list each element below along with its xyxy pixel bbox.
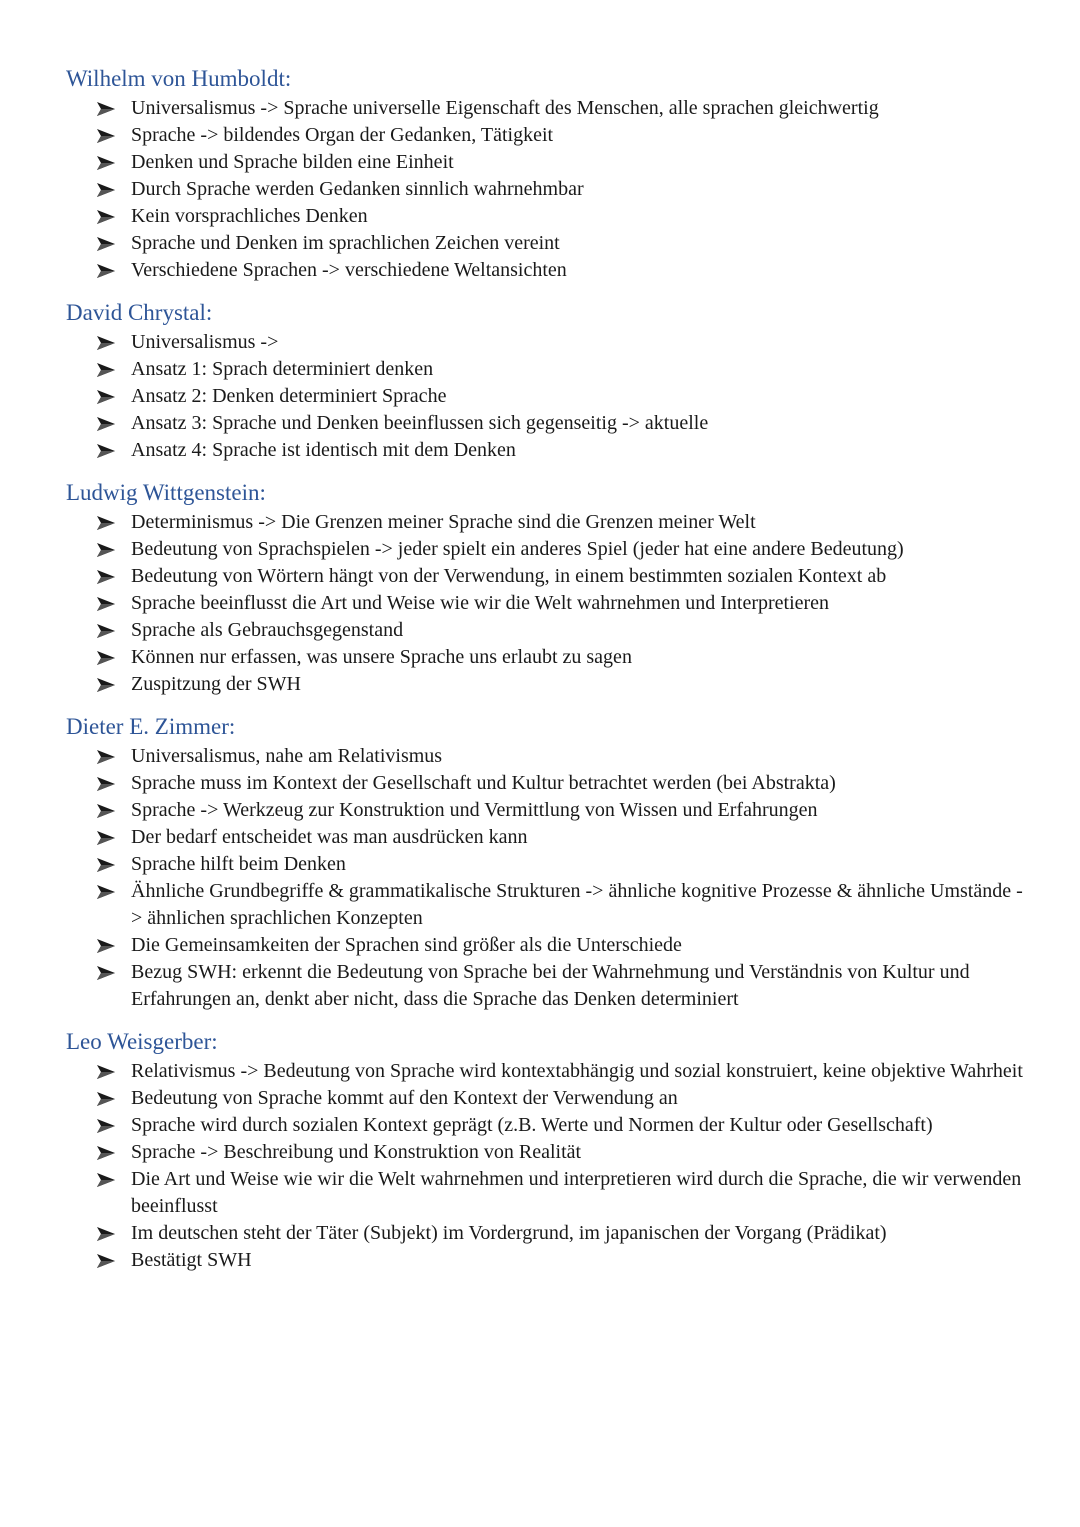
list-item-text: Ansatz 1: Sprach determiniert denken: [131, 358, 434, 380]
bullet-list: [66, 95, 1026, 284]
list-item: [66, 797, 1026, 824]
bullet-list: [66, 743, 1026, 1013]
list-item-text: Kein vorsprachliches Denken: [131, 205, 368, 227]
section-chrystal: [66, 298, 1026, 464]
list-item-text: Denken und Sprache bilden eine Einheit: [131, 151, 454, 173]
list-item: [66, 149, 1026, 176]
arrowhead-bullet-icon: [96, 95, 118, 122]
arrowhead-bullet-icon: [96, 509, 118, 536]
section-heading: Dieter E. Zimmer:: [66, 714, 236, 739]
arrowhead-bullet-icon: [96, 644, 118, 671]
arrowhead-bullet-icon: [96, 257, 118, 284]
bullet-list: [66, 1058, 1026, 1274]
list-item-text: Ansatz 4: Sprache ist identisch mit dem Denken: [131, 439, 516, 461]
list-item: [66, 1247, 1026, 1274]
list-item-text: Sprache wird durch sozialen Kontext geprägt (z.B. Werte und Normen der Kultur oder Gesellschaft): [131, 1114, 933, 1136]
arrowhead-bullet-icon: [96, 356, 118, 383]
list-item: [66, 932, 1026, 959]
arrowhead-bullet-icon: [96, 671, 118, 698]
section-weisgerber: [66, 1027, 1026, 1274]
arrowhead-bullet-icon: [96, 1166, 118, 1193]
arrowhead-bullet-icon: [96, 743, 118, 770]
list-item: [66, 95, 1026, 122]
arrowhead-bullet-icon: [96, 122, 118, 149]
list-item-text: Zuspitzung der SWH: [131, 673, 301, 695]
list-item-text: Sprache muss im Kontext der Gesellschaft und Kultur betrachtet werden (bei Abstrakta): [131, 772, 836, 794]
list-item: [66, 563, 1026, 590]
list-item-text: Die Art und Weise wie wir die Welt wahrnehmen und interpretieren wird durch die Sprache, die wir verwenden beeinflusst: [131, 1168, 1022, 1217]
arrowhead-bullet-icon: [96, 1139, 118, 1166]
section-wittgenstein: [66, 478, 1026, 698]
list-item-text: Sprache beeinflusst die Art und Weise wie wir die Welt wahrnehmen und Interpretieren: [131, 592, 830, 614]
arrowhead-bullet-icon: [96, 1247, 118, 1274]
list-item-text: Sprache und Denken im sprachlichen Zeichen vereint: [131, 232, 560, 254]
arrowhead-bullet-icon: [96, 563, 118, 590]
list-item-text: Die Gemeinsamkeiten der Sprachen sind größer als die Unterschiede: [131, 934, 682, 956]
list-item-text: Ansatz 3: Sprache und Denken beeinflussen sich gegenseitig -> aktuelle: [131, 412, 709, 434]
list-item: [66, 257, 1026, 284]
list-item: [66, 203, 1026, 230]
section-heading: Leo Weisgerber:: [66, 1029, 218, 1054]
list-item: [66, 824, 1026, 851]
arrowhead-bullet-icon: [96, 230, 118, 257]
list-item: [66, 410, 1026, 437]
list-item: [66, 536, 1026, 563]
list-item: [66, 1220, 1026, 1247]
bullet-list: [66, 329, 1026, 464]
list-item-text: Relativismus -> Bedeutung von Sprache wird kontextabhängig und sozial konstruiert, keine objektive Wahrheit: [131, 1060, 1023, 1082]
list-item: [66, 1058, 1026, 1085]
list-item-text: Bestätigt SWH: [131, 1249, 252, 1271]
list-item: [66, 437, 1026, 464]
arrowhead-bullet-icon: [96, 824, 118, 851]
arrowhead-bullet-icon: [96, 878, 118, 905]
section-heading: Wilhelm von Humboldt:: [66, 66, 292, 91]
arrowhead-bullet-icon: [96, 1112, 118, 1139]
arrowhead-bullet-icon: [96, 1085, 118, 1112]
arrowhead-bullet-icon: [96, 536, 118, 563]
list-item: [66, 959, 1026, 1013]
list-item: [66, 122, 1026, 149]
arrowhead-bullet-icon: [96, 851, 118, 878]
list-item-text: Bedeutung von Sprache kommt auf den Kontext der Verwendung an: [131, 1087, 678, 1109]
arrowhead-bullet-icon: [96, 203, 118, 230]
list-item: [66, 329, 1026, 356]
arrowhead-bullet-icon: [96, 617, 118, 644]
list-item-text: Ansatz 2: Denken determiniert Sprache: [131, 385, 447, 407]
list-item-text: Sprache -> Beschreibung und Konstruktion von Realität: [131, 1141, 582, 1163]
list-item: [66, 770, 1026, 797]
bullet-list: [66, 509, 1026, 698]
list-item: [66, 851, 1026, 878]
list-item-text: Können nur erfassen, was unsere Sprache uns erlaubt zu sagen: [131, 646, 632, 668]
list-item: [66, 671, 1026, 698]
list-item-text: Sprache hilft beim Denken: [131, 853, 346, 875]
list-item: [66, 356, 1026, 383]
arrowhead-bullet-icon: [96, 383, 118, 410]
list-item-text: Universalismus, nahe am Relativismus: [131, 745, 443, 767]
list-item-text: Universalismus -> Sprache universelle Eigenschaft des Menschen, alle sprachen gleichwertig: [131, 97, 879, 119]
arrowhead-bullet-icon: [96, 590, 118, 617]
list-item: [66, 383, 1026, 410]
list-item: [66, 1112, 1026, 1139]
list-item-text: Durch Sprache werden Gedanken sinnlich wahrnehmbar: [131, 178, 584, 200]
list-item-text: Sprache -> bildendes Organ der Gedanken, Tätigkeit: [131, 124, 554, 146]
arrowhead-bullet-icon: [96, 932, 118, 959]
list-item-text: Bezug SWH: erkennt die Bedeutung von Sprache bei der Wahrnehmung und Verständnis von Kultur und Erfahrungen an, denkt aber nicht, dass die Sprache das Denken determiniert: [131, 961, 970, 1010]
arrowhead-bullet-icon: [96, 149, 118, 176]
list-item-text: Sprache -> Werkzeug zur Konstruktion und Vermittlung von Wissen und Erfahrungen: [131, 799, 818, 821]
arrowhead-bullet-icon: [96, 437, 118, 464]
section-zimmer: [66, 712, 1026, 1013]
list-item-text: Der bedarf entscheidet was man ausdrücken kann: [131, 826, 528, 848]
arrowhead-bullet-icon: [96, 959, 118, 986]
list-item-text: Verschiedene Sprachen -> verschiedene Weltansichten: [131, 259, 567, 281]
list-item: [66, 590, 1026, 617]
list-item: [66, 509, 1026, 536]
list-item: [66, 1085, 1026, 1112]
arrowhead-bullet-icon: [96, 770, 118, 797]
list-item: [66, 176, 1026, 203]
list-item-text: Bedeutung von Wörtern hängt von der Verwendung, in einem bestimmten sozialen Kontext ab: [131, 565, 887, 587]
list-item: [66, 1139, 1026, 1166]
list-item-text: Sprache als Gebrauchsgegenstand: [131, 619, 404, 641]
arrowhead-bullet-icon: [96, 176, 118, 203]
arrowhead-bullet-icon: [96, 1058, 118, 1085]
list-item: [66, 617, 1026, 644]
list-item: [66, 1166, 1026, 1220]
list-item-text: Determinismus -> Die Grenzen meiner Sprache sind die Grenzen meiner Welt: [131, 511, 756, 533]
arrowhead-bullet-icon: [96, 329, 118, 356]
arrowhead-bullet-icon: [96, 797, 118, 824]
list-item: [66, 644, 1026, 671]
arrowhead-bullet-icon: [96, 410, 118, 437]
section-heading: David Chrystal:: [66, 300, 213, 325]
list-item: [66, 743, 1026, 770]
list-item: [66, 230, 1026, 257]
document-body: [66, 64, 1026, 1288]
list-item-text: Universalismus ->: [131, 331, 279, 353]
list-item: [66, 878, 1026, 932]
list-item-text: Ähnliche Grundbegriffe & grammatikalische Strukturen -> ähnliche kognitive Prozesse & ähnliche Umstände -> ähnlichen sprachlichen Konzepten: [131, 880, 1023, 929]
list-item-text: Im deutschen steht der Täter (Subjekt) im Vordergrund, im japanischen der Vorgang (Prädikat): [131, 1222, 887, 1244]
section-heading: Ludwig Wittgenstein:: [66, 480, 266, 505]
section-humboldt: [66, 64, 1026, 284]
list-item-text: Bedeutung von Sprachspielen -> jeder spielt ein anderes Spiel (jeder hat eine andere Bedeutung): [131, 538, 904, 560]
arrowhead-bullet-icon: [96, 1220, 118, 1247]
